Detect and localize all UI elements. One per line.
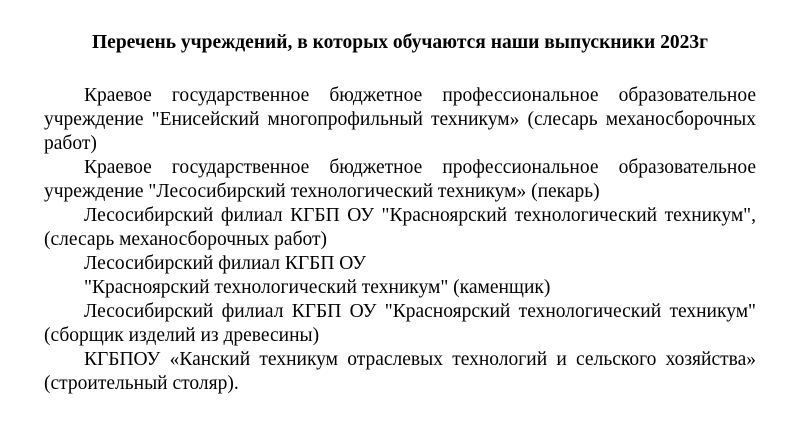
institution-item: Лесосибирский филиал КГБП ОУ "Красноярский технологический техникум", (слесарь механосборочных работ) bbox=[44, 205, 756, 250]
institution-item: Лесосибирский филиал КГБП ОУ bbox=[84, 253, 367, 274]
document-title: Перечень учреждений, в которых обучаются наши выпускники 2023г bbox=[92, 32, 708, 53]
institution-item: Лесосибирский филиал КГБП ОУ "Красноярский технологический техникум" (сборщик изделий из древесины) bbox=[44, 301, 756, 346]
institution-item: КГБПОУ «Канский техникум отраслевых технологий и сельского хозяйства» (строительный столяр). bbox=[44, 349, 756, 394]
institution-item: "Красноярский технологический техникум" (каменщик) bbox=[84, 277, 551, 298]
institution-item: Краевое государственное бюджетное профессиональное образовательное учреждение "Енисейский многопрофильный техникум» (слесарь механосборочных работ) bbox=[44, 85, 756, 154]
institution-list bbox=[44, 84, 756, 396]
institution-item: Краевое государственное бюджетное профессиональное образовательное учреждение "Лесосибирский технологический техникум» (пекарь) bbox=[44, 157, 756, 202]
